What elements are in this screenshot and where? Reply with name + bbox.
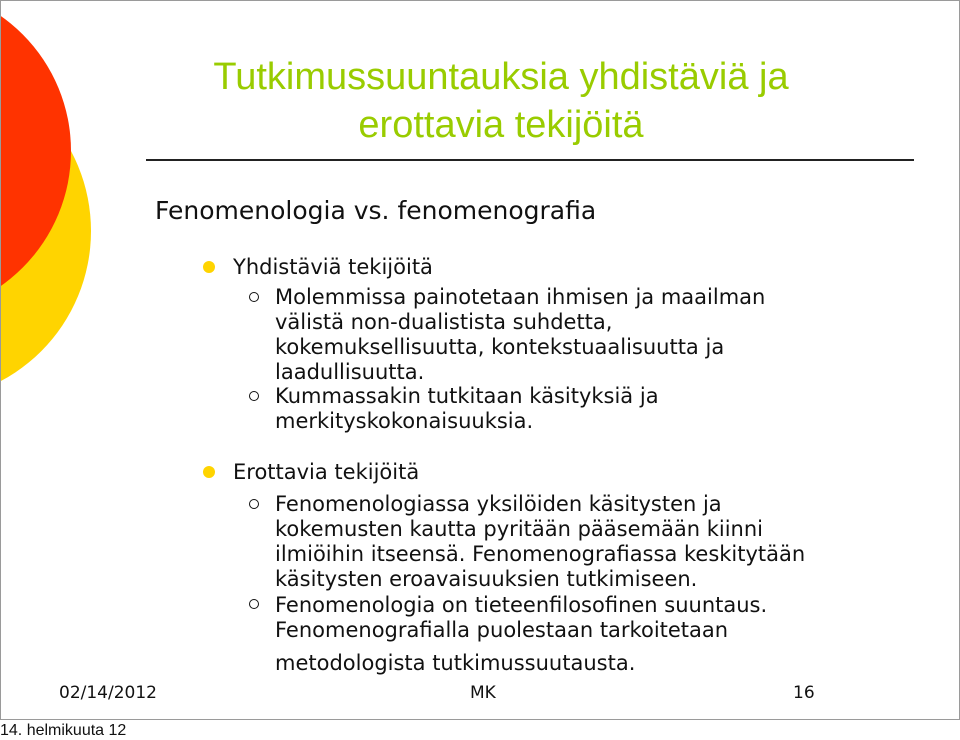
text-line: ilmiöihin itseensä. Fenomenografiassa keskitytään — [275, 542, 806, 566]
sub-item-1-2 — [275, 384, 875, 434]
text-line: kokemuksellisuutta, kontekstuaalisuutta ja — [275, 335, 725, 359]
sub-bullet-icon — [249, 499, 259, 509]
text-line: Fenomenografialla puolestaan tarkoitetaan — [275, 618, 729, 642]
bullet-icon — [203, 466, 215, 478]
section-heading-1: Yhdistäviä tekijöitä — [233, 255, 433, 279]
sub-item-2-2 — [275, 593, 875, 676]
text-line: kokemusten kautta pyritään pääsemään kiinni — [275, 517, 763, 541]
sub-item-1-1 — [275, 285, 875, 385]
sub-bullet-icon — [249, 599, 259, 609]
sub-bullet-icon — [249, 292, 259, 302]
sub-item-2-1 — [275, 492, 875, 592]
text-line: välistä non-dualistista suhdetta, — [275, 310, 613, 334]
footer-date: 02/14/2012 — [59, 683, 157, 703]
text-line: käsitysten eroavaisuuksien tutkimiseen. — [275, 567, 698, 591]
bullet-icon — [203, 261, 215, 273]
text-line: Molemmissa painotetaan ihmisen ja maailman — [275, 285, 766, 309]
footer-author: MK — [470, 683, 496, 703]
section-heading-2: Erottavia tekijöitä — [233, 460, 420, 484]
slide-title — [161, 53, 841, 149]
text-line: metodologista tutkimussuutausta. — [275, 651, 636, 675]
title-line-2: erottavia tekijöitä — [358, 104, 644, 146]
text-line: Kummassakin tutkitaan käsityksiä ja — [275, 384, 659, 408]
text-line: merkityskokonaisuuksia. — [275, 409, 534, 433]
os-date-label: 14. helmikuuta 12 — [0, 722, 127, 739]
footer-page-number: 16 — [793, 683, 815, 703]
text-line: Fenomenologia on tieteenfilosofinen suuntaus. — [275, 593, 768, 617]
text-line: Fenomenologiassa yksilöiden käsitysten ja — [275, 492, 722, 516]
decorative-circles — [1, 1, 101, 421]
title-divider — [146, 159, 914, 161]
title-line-1: Tutkimussuuntauksia yhdistäviä ja — [213, 56, 789, 98]
sub-bullet-icon — [249, 391, 259, 401]
text-line: laadullisuutta. — [275, 360, 425, 384]
slide-subtitle: Fenomenologia vs. fenomenografia — [155, 196, 597, 225]
